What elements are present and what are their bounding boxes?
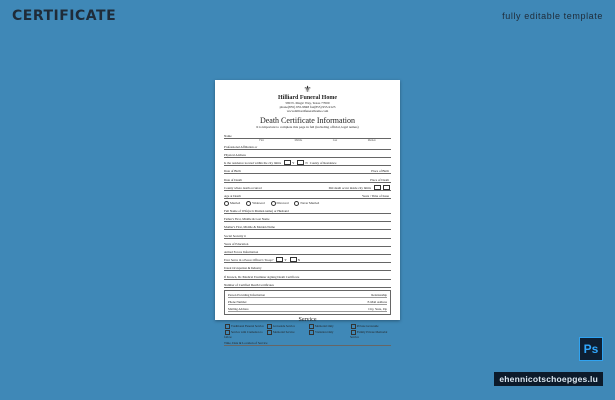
- field-row: Physical Address: [224, 151, 391, 158]
- funeral-home-name: Hilliard Funeral Home: [278, 95, 337, 101]
- informant-box: Person Providing Information Relationship Phone Number E-Mail Address Mailing Address City, State, Zip: [224, 290, 391, 315]
- certificate-document: [215, 80, 400, 345]
- web-line: www.hilliardfuneralhome.com: [286, 109, 329, 114]
- service-option[interactable]: Memorial Only: [308, 324, 349, 329]
- service-options: [224, 324, 391, 339]
- field-row: Time, Date & Location of Service: [224, 339, 391, 346]
- website-label: ehennicotschoepges.lu: [494, 372, 603, 386]
- photoshop-icon: Ps: [579, 337, 603, 361]
- phone-line: phone(855) 955-9848 fax(855) 955-9123: [279, 105, 336, 110]
- name-row: Name: [224, 132, 391, 139]
- yes-checkbox[interactable]: [284, 160, 291, 165]
- service-option[interactable]: Memorial Service: [266, 330, 307, 339]
- service-option[interactable]: Private Graveside: [350, 324, 391, 329]
- service-option[interactable]: Traditional Funeral Service: [224, 324, 265, 329]
- marital-widowed[interactable]: Widowed: [246, 201, 264, 206]
- page-subtitle: fully editable template: [502, 11, 603, 21]
- service-title: Service: [298, 316, 317, 323]
- field-row: Number of Certified Death Certificates: [224, 281, 391, 288]
- field-row: Social Security #: [224, 232, 391, 239]
- field-row: Is the residence located within the city limits Y N County of Residence: [224, 159, 391, 166]
- no-checkbox[interactable]: [290, 257, 297, 262]
- page-title: CERTIFICATE: [12, 8, 117, 24]
- field-row: Father's First, Middle & Last Name: [224, 215, 391, 222]
- no-checkbox[interactable]: [383, 185, 390, 190]
- field-row: Mother's First, Middle & Maiden Name: [224, 223, 391, 230]
- marital-divorced[interactable]: Divorced: [271, 201, 289, 206]
- fleur-de-lis-icon: ⚜: [303, 84, 312, 94]
- service-option[interactable]: Visitation Only: [308, 330, 349, 339]
- field-row: Date of Birth Place of Birth: [224, 169, 389, 174]
- field-row: Age at Death Years / Time of Issue: [224, 193, 389, 198]
- field-row: Ever Serve in a Peace Officer's Troop? Y N: [224, 256, 391, 263]
- service-option[interactable]: Service with Cremation to follow: [224, 329, 263, 339]
- field-row: Usual Occupation & Industry: [224, 264, 391, 271]
- marital-status: [224, 200, 391, 206]
- yes-checkbox[interactable]: [374, 185, 381, 190]
- field-row: Years of Education: [224, 240, 391, 247]
- field-row: Full Name of Wife(w/n Maiden name) or Husband: [224, 207, 391, 214]
- name-parts: First Middle Last Maiden: [259, 138, 376, 142]
- field-row: County where death occurred Did death occur inside city limits: [224, 184, 391, 191]
- field-row: Professional Affiliation or: [224, 143, 391, 150]
- instructions: It is important to complete this page in full (including official, legal names): [256, 124, 359, 129]
- service-option[interactable]: Family Private Memorial Service: [350, 329, 388, 339]
- marital-married[interactable]: Married: [224, 201, 240, 206]
- address-line: 580 N. Magic Way, Texas 77000: [285, 101, 330, 105]
- field-row: Armed Forces Information: [224, 248, 391, 255]
- service-option[interactable]: Graveside Service: [266, 324, 307, 329]
- document-title: Death Certificate Information: [259, 115, 356, 125]
- yes-checkbox[interactable]: [276, 257, 283, 262]
- no-checkbox[interactable]: [297, 160, 304, 165]
- marital-never[interactable]: Never Married: [294, 201, 319, 206]
- field-row: If Known, Dr./Medical Examiner signing Death Certificate: [224, 273, 391, 280]
- field-row: Date of Death Place of Death: [224, 177, 389, 182]
